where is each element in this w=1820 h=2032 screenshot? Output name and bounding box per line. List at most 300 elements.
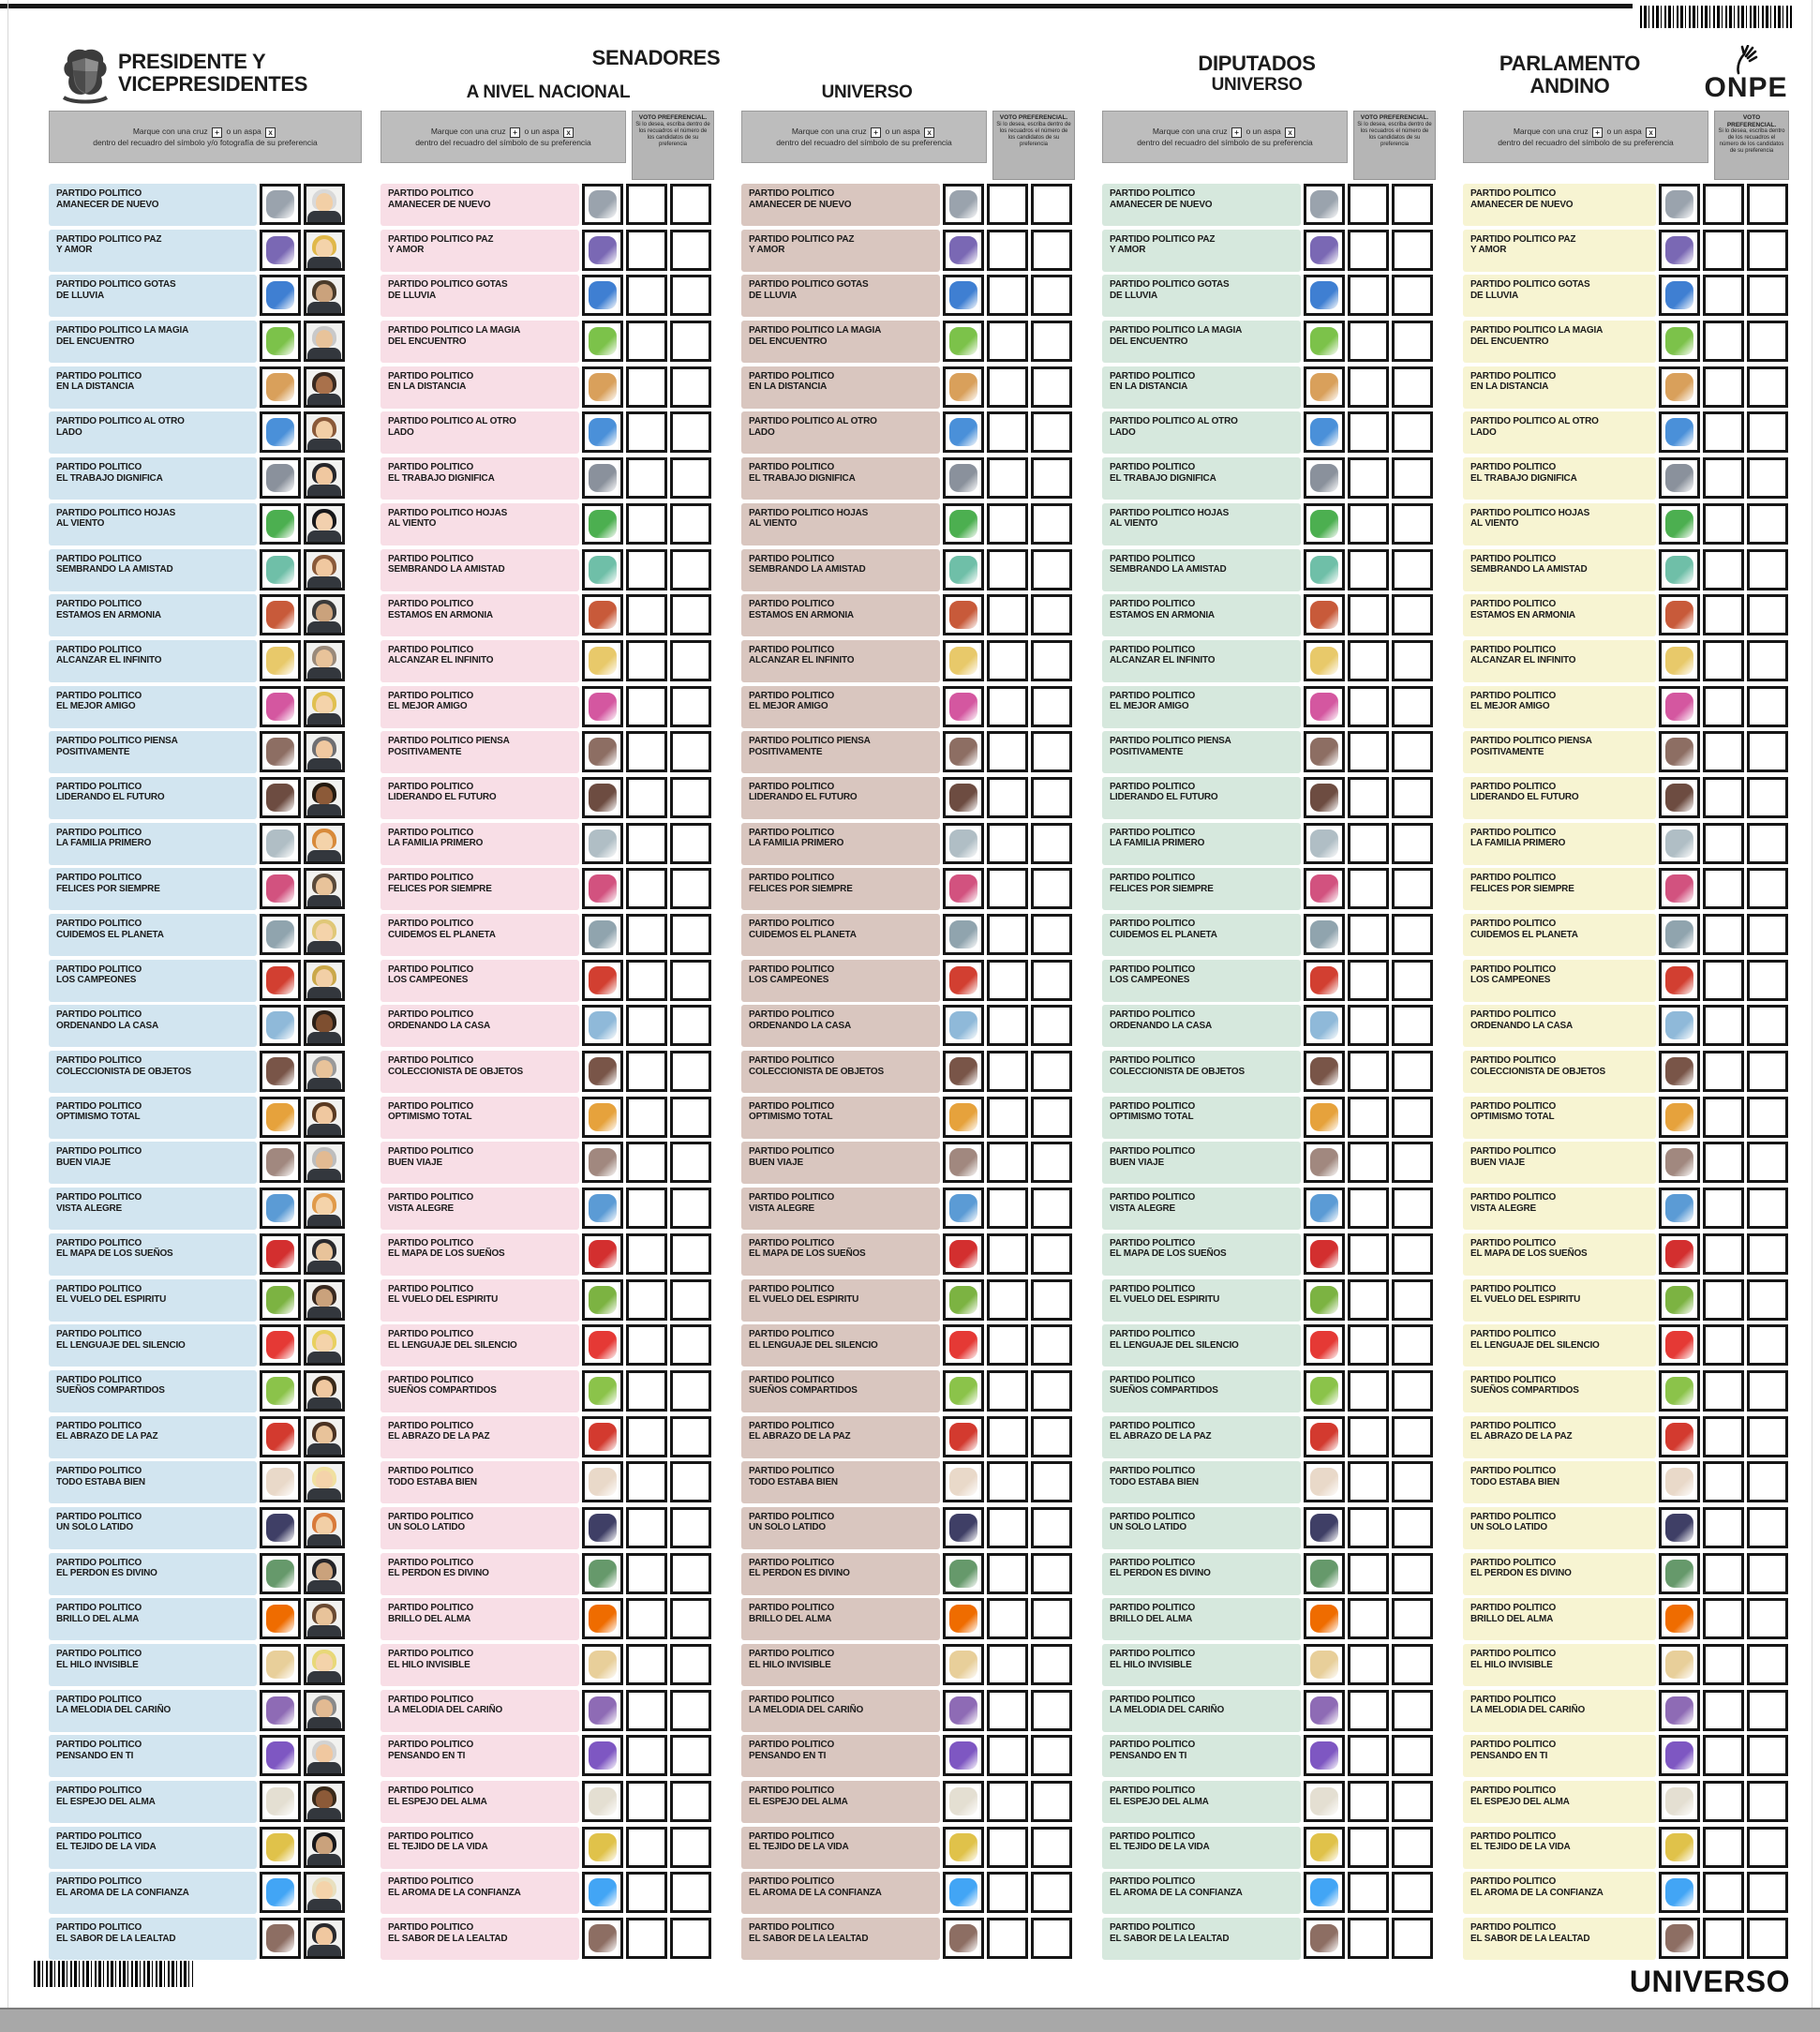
preferential-number-box-2[interactable] — [1747, 914, 1788, 955]
symbol-vote-box[interactable] — [260, 1142, 301, 1183]
symbol-vote-box[interactable] — [582, 731, 623, 772]
preferential-number-box-2[interactable] — [1392, 686, 1433, 727]
preferential-number-box-2[interactable] — [1031, 1279, 1072, 1321]
symbol-vote-box[interactable] — [260, 230, 301, 271]
preferential-number-box-1[interactable] — [626, 1233, 667, 1275]
preferential-number-box-2[interactable] — [1392, 1598, 1433, 1639]
preferential-number-box-2[interactable] — [670, 1005, 711, 1046]
symbol-vote-box[interactable] — [1659, 1644, 1700, 1685]
preferential-number-box-1[interactable] — [1703, 868, 1744, 909]
preferential-number-box-1[interactable] — [987, 1507, 1028, 1548]
symbol-vote-box[interactable] — [260, 868, 301, 909]
preferential-number-box-1[interactable] — [1348, 777, 1389, 818]
candidate-photo-box[interactable] — [304, 1188, 345, 1229]
symbol-vote-box[interactable] — [1304, 823, 1345, 864]
candidate-photo-box[interactable] — [304, 275, 345, 316]
symbol-vote-box[interactable] — [582, 868, 623, 909]
preferential-number-box-1[interactable] — [987, 1051, 1028, 1092]
symbol-vote-box[interactable] — [1304, 914, 1345, 955]
symbol-vote-box[interactable] — [1659, 777, 1700, 818]
preferential-number-box-2[interactable] — [1747, 777, 1788, 818]
preferential-number-box-1[interactable] — [987, 1598, 1028, 1639]
symbol-vote-box[interactable] — [1659, 1370, 1700, 1412]
preferential-number-box-2[interactable] — [1031, 1324, 1072, 1366]
preferential-number-box-1[interactable] — [1703, 1781, 1744, 1822]
preferential-number-box-2[interactable] — [1392, 457, 1433, 499]
candidate-photo-box[interactable] — [304, 230, 345, 271]
candidate-photo-box[interactable] — [304, 1690, 345, 1731]
symbol-vote-box[interactable] — [943, 868, 984, 909]
preferential-number-box-2[interactable] — [1392, 1827, 1433, 1868]
candidate-photo-box[interactable] — [304, 366, 345, 408]
preferential-number-box-1[interactable] — [626, 1507, 667, 1548]
preferential-number-box-2[interactable] — [670, 230, 711, 271]
symbol-vote-box[interactable] — [1304, 960, 1345, 1001]
symbol-vote-box[interactable] — [582, 640, 623, 681]
preferential-number-box-2[interactable] — [1747, 823, 1788, 864]
symbol-vote-box[interactable] — [943, 1279, 984, 1321]
preferential-number-box-2[interactable] — [1747, 1690, 1788, 1731]
preferential-number-box-1[interactable] — [987, 457, 1028, 499]
preferential-number-box-1[interactable] — [1348, 321, 1389, 362]
preferential-number-box-1[interactable] — [987, 1233, 1028, 1275]
preferential-number-box-1[interactable] — [987, 184, 1028, 225]
preferential-number-box-2[interactable] — [1031, 1553, 1072, 1594]
preferential-number-box-1[interactable] — [1348, 823, 1389, 864]
preferential-number-box-2[interactable] — [1747, 1598, 1788, 1639]
symbol-vote-box[interactable] — [1659, 1188, 1700, 1229]
preferential-number-box-1[interactable] — [1348, 549, 1389, 590]
preferential-number-box-2[interactable] — [670, 1507, 711, 1548]
preferential-number-box-1[interactable] — [626, 366, 667, 408]
symbol-vote-box[interactable] — [1659, 1598, 1700, 1639]
symbol-vote-box[interactable] — [943, 1827, 984, 1868]
symbol-vote-box[interactable] — [1304, 1598, 1345, 1639]
preferential-number-box-1[interactable] — [1348, 1461, 1389, 1502]
symbol-vote-box[interactable] — [260, 1416, 301, 1457]
preferential-number-box-2[interactable] — [670, 1553, 711, 1594]
symbol-vote-box[interactable] — [260, 1918, 301, 1959]
symbol-vote-box[interactable] — [582, 230, 623, 271]
preferential-number-box-2[interactable] — [1392, 1188, 1433, 1229]
preferential-number-box-1[interactable] — [987, 1827, 1028, 1868]
preferential-number-box-1[interactable] — [626, 1188, 667, 1229]
symbol-vote-box[interactable] — [1304, 1233, 1345, 1275]
symbol-vote-box[interactable] — [260, 823, 301, 864]
symbol-vote-box[interactable] — [582, 321, 623, 362]
symbol-vote-box[interactable] — [1659, 1781, 1700, 1822]
preferential-number-box-2[interactable] — [1392, 1233, 1433, 1275]
symbol-vote-box[interactable] — [1304, 457, 1345, 499]
preferential-number-box-1[interactable] — [1348, 503, 1389, 545]
symbol-vote-box[interactable] — [943, 1644, 984, 1685]
preferential-number-box-1[interactable] — [626, 868, 667, 909]
preferential-number-box-2[interactable] — [1747, 1142, 1788, 1183]
preferential-number-box-2[interactable] — [670, 640, 711, 681]
preferential-number-box-2[interactable] — [670, 960, 711, 1001]
candidate-photo-box[interactable] — [304, 594, 345, 635]
preferential-number-box-2[interactable] — [670, 1051, 711, 1092]
symbol-vote-box[interactable] — [260, 1005, 301, 1046]
preferential-number-box-2[interactable] — [1031, 457, 1072, 499]
preferential-number-box-1[interactable] — [1348, 1370, 1389, 1412]
symbol-vote-box[interactable] — [943, 1142, 984, 1183]
preferential-number-box-2[interactable] — [1031, 1598, 1072, 1639]
symbol-vote-box[interactable] — [260, 1553, 301, 1594]
candidate-photo-box[interactable] — [304, 1553, 345, 1594]
symbol-vote-box[interactable] — [260, 1188, 301, 1229]
preferential-number-box-1[interactable] — [1703, 1918, 1744, 1959]
preferential-number-box-1[interactable] — [1348, 1690, 1389, 1731]
symbol-vote-box[interactable] — [260, 321, 301, 362]
symbol-vote-box[interactable] — [582, 1279, 623, 1321]
symbol-vote-box[interactable] — [1659, 275, 1700, 316]
preferential-number-box-1[interactable] — [987, 1553, 1028, 1594]
symbol-vote-box[interactable] — [260, 1097, 301, 1138]
symbol-vote-box[interactable] — [260, 731, 301, 772]
symbol-vote-box[interactable] — [582, 1370, 623, 1412]
preferential-number-box-1[interactable] — [626, 1644, 667, 1685]
preferential-number-box-1[interactable] — [1348, 1827, 1389, 1868]
preferential-number-box-2[interactable] — [1392, 914, 1433, 955]
preferential-number-box-2[interactable] — [1031, 1142, 1072, 1183]
candidate-photo-box[interactable] — [304, 503, 345, 545]
preferential-number-box-1[interactable] — [987, 1370, 1028, 1412]
symbol-vote-box[interactable] — [943, 1370, 984, 1412]
preferential-number-box-1[interactable] — [1703, 594, 1744, 635]
preferential-number-box-2[interactable] — [670, 411, 711, 453]
preferential-number-box-2[interactable] — [670, 275, 711, 316]
preferential-number-box-1[interactable] — [987, 1188, 1028, 1229]
symbol-vote-box[interactable] — [1659, 1416, 1700, 1457]
symbol-vote-box[interactable] — [582, 411, 623, 453]
preferential-number-box-1[interactable] — [1703, 549, 1744, 590]
preferential-number-box-2[interactable] — [1747, 1005, 1788, 1046]
preferential-number-box-2[interactable] — [1031, 1233, 1072, 1275]
preferential-number-box-1[interactable] — [1348, 366, 1389, 408]
symbol-vote-box[interactable] — [1659, 1553, 1700, 1594]
symbol-vote-box[interactable] — [582, 457, 623, 499]
preferential-number-box-1[interactable] — [626, 549, 667, 590]
candidate-photo-box[interactable] — [304, 777, 345, 818]
symbol-vote-box[interactable] — [1659, 960, 1700, 1001]
preferential-number-box-2[interactable] — [1031, 1827, 1072, 1868]
preferential-number-box-1[interactable] — [626, 1827, 667, 1868]
preferential-number-box-2[interactable] — [1392, 1644, 1433, 1685]
preferential-number-box-2[interactable] — [1392, 1872, 1433, 1913]
symbol-vote-box[interactable] — [943, 1461, 984, 1502]
candidate-photo-box[interactable] — [304, 1233, 345, 1275]
symbol-vote-box[interactable] — [1304, 1507, 1345, 1548]
preferential-number-box-2[interactable] — [1392, 868, 1433, 909]
preferential-number-box-1[interactable] — [1703, 1279, 1744, 1321]
symbol-vote-box[interactable] — [260, 1872, 301, 1913]
symbol-vote-box[interactable] — [582, 275, 623, 316]
symbol-vote-box[interactable] — [1304, 1370, 1345, 1412]
candidate-photo-box[interactable] — [304, 731, 345, 772]
preferential-number-box-1[interactable] — [626, 1416, 667, 1457]
preferential-number-box-2[interactable] — [1031, 321, 1072, 362]
preferential-number-box-1[interactable] — [987, 960, 1028, 1001]
preferential-number-box-1[interactable] — [1348, 1416, 1389, 1457]
preferential-number-box-2[interactable] — [1747, 366, 1788, 408]
preferential-number-box-2[interactable] — [670, 1644, 711, 1685]
preferential-number-box-1[interactable] — [1348, 184, 1389, 225]
preferential-number-box-1[interactable] — [1348, 1324, 1389, 1366]
preferential-number-box-1[interactable] — [1348, 1507, 1389, 1548]
preferential-number-box-1[interactable] — [987, 1142, 1028, 1183]
preferential-number-box-1[interactable] — [1703, 1553, 1744, 1594]
symbol-vote-box[interactable] — [582, 1188, 623, 1229]
candidate-photo-box[interactable] — [304, 1507, 345, 1548]
symbol-vote-box[interactable] — [1304, 1872, 1345, 1913]
symbol-vote-box[interactable] — [1659, 1827, 1700, 1868]
preferential-number-box-2[interactable] — [1031, 549, 1072, 590]
symbol-vote-box[interactable] — [1304, 230, 1345, 271]
preferential-number-box-1[interactable] — [626, 503, 667, 545]
symbol-vote-box[interactable] — [1659, 1507, 1700, 1548]
preferential-number-box-1[interactable] — [1703, 275, 1744, 316]
symbol-vote-box[interactable] — [1304, 1553, 1345, 1594]
preferential-number-box-1[interactable] — [1348, 457, 1389, 499]
symbol-vote-box[interactable] — [582, 960, 623, 1001]
symbol-vote-box[interactable] — [943, 184, 984, 225]
preferential-number-box-2[interactable] — [1031, 914, 1072, 955]
candidate-photo-box[interactable] — [304, 1051, 345, 1092]
symbol-vote-box[interactable] — [943, 1690, 984, 1731]
preferential-number-box-2[interactable] — [1392, 230, 1433, 271]
symbol-vote-box[interactable] — [1659, 1324, 1700, 1366]
preferential-number-box-2[interactable] — [670, 1872, 711, 1913]
preferential-number-box-1[interactable] — [1348, 686, 1389, 727]
preferential-number-box-2[interactable] — [1747, 1279, 1788, 1321]
preferential-number-box-1[interactable] — [1348, 1918, 1389, 1959]
preferential-number-box-1[interactable] — [1348, 230, 1389, 271]
preferential-number-box-1[interactable] — [1348, 1097, 1389, 1138]
symbol-vote-box[interactable] — [943, 1553, 984, 1594]
symbol-vote-box[interactable] — [1304, 868, 1345, 909]
symbol-vote-box[interactable] — [943, 1735, 984, 1776]
symbol-vote-box[interactable] — [260, 549, 301, 590]
symbol-vote-box[interactable] — [260, 1781, 301, 1822]
preferential-number-box-2[interactable] — [1031, 184, 1072, 225]
symbol-vote-box[interactable] — [582, 1872, 623, 1913]
preferential-number-box-2[interactable] — [1392, 823, 1433, 864]
preferential-number-box-2[interactable] — [670, 366, 711, 408]
preferential-number-box-2[interactable] — [1031, 1051, 1072, 1092]
symbol-vote-box[interactable] — [1659, 1918, 1700, 1959]
preferential-number-box-1[interactable] — [1703, 1324, 1744, 1366]
symbol-vote-box[interactable] — [1304, 640, 1345, 681]
preferential-number-box-1[interactable] — [626, 1598, 667, 1639]
preferential-number-box-2[interactable] — [1031, 594, 1072, 635]
symbol-vote-box[interactable] — [1659, 1005, 1700, 1046]
preferential-number-box-2[interactable] — [1392, 1507, 1433, 1548]
symbol-vote-box[interactable] — [260, 914, 301, 955]
preferential-number-box-1[interactable] — [626, 1461, 667, 1502]
preferential-number-box-2[interactable] — [670, 1233, 711, 1275]
preferential-number-box-1[interactable] — [626, 1097, 667, 1138]
symbol-vote-box[interactable] — [1659, 457, 1700, 499]
candidate-photo-box[interactable] — [304, 1598, 345, 1639]
symbol-vote-box[interactable] — [582, 1827, 623, 1868]
preferential-number-box-1[interactable] — [1703, 686, 1744, 727]
symbol-vote-box[interactable] — [260, 594, 301, 635]
preferential-number-box-1[interactable] — [1703, 777, 1744, 818]
preferential-number-box-1[interactable] — [1348, 594, 1389, 635]
preferential-number-box-1[interactable] — [987, 1690, 1028, 1731]
preferential-number-box-2[interactable] — [1031, 640, 1072, 681]
preferential-number-box-2[interactable] — [1747, 731, 1788, 772]
preferential-number-box-1[interactable] — [987, 777, 1028, 818]
preferential-number-box-1[interactable] — [1348, 1279, 1389, 1321]
symbol-vote-box[interactable] — [582, 1644, 623, 1685]
candidate-photo-box[interactable] — [304, 1005, 345, 1046]
preferential-number-box-2[interactable] — [1031, 275, 1072, 316]
preferential-number-box-2[interactable] — [1747, 868, 1788, 909]
preferential-number-box-2[interactable] — [1392, 1279, 1433, 1321]
symbol-vote-box[interactable] — [943, 1188, 984, 1229]
symbol-vote-box[interactable] — [260, 1370, 301, 1412]
preferential-number-box-1[interactable] — [987, 275, 1028, 316]
preferential-number-box-2[interactable] — [1031, 823, 1072, 864]
symbol-vote-box[interactable] — [582, 184, 623, 225]
preferential-number-box-2[interactable] — [1392, 321, 1433, 362]
preferential-number-box-2[interactable] — [670, 184, 711, 225]
preferential-number-box-2[interactable] — [670, 1461, 711, 1502]
preferential-number-box-1[interactable] — [1703, 1872, 1744, 1913]
preferential-number-box-1[interactable] — [1348, 640, 1389, 681]
candidate-photo-box[interactable] — [304, 1416, 345, 1457]
preferential-number-box-1[interactable] — [1703, 1827, 1744, 1868]
preferential-number-box-1[interactable] — [987, 1918, 1028, 1959]
candidate-photo-box[interactable] — [304, 184, 345, 225]
preferential-number-box-1[interactable] — [987, 549, 1028, 590]
preferential-number-box-2[interactable] — [1031, 777, 1072, 818]
candidate-photo-box[interactable] — [304, 823, 345, 864]
preferential-number-box-2[interactable] — [1747, 1827, 1788, 1868]
preferential-number-box-2[interactable] — [670, 914, 711, 955]
preferential-number-box-1[interactable] — [626, 230, 667, 271]
preferential-number-box-2[interactable] — [1747, 1781, 1788, 1822]
preferential-number-box-1[interactable] — [1703, 1644, 1744, 1685]
symbol-vote-box[interactable] — [1304, 1461, 1345, 1502]
symbol-vote-box[interactable] — [943, 1598, 984, 1639]
symbol-vote-box[interactable] — [582, 503, 623, 545]
symbol-vote-box[interactable] — [1659, 230, 1700, 271]
preferential-number-box-2[interactable] — [1392, 1735, 1433, 1776]
preferential-number-box-2[interactable] — [1747, 1051, 1788, 1092]
symbol-vote-box[interactable] — [1659, 1735, 1700, 1776]
preferential-number-box-1[interactable] — [626, 321, 667, 362]
preferential-number-box-1[interactable] — [987, 640, 1028, 681]
symbol-vote-box[interactable] — [1659, 1461, 1700, 1502]
preferential-number-box-1[interactable] — [1348, 1051, 1389, 1092]
symbol-vote-box[interactable] — [1304, 1005, 1345, 1046]
symbol-vote-box[interactable] — [943, 1233, 984, 1275]
preferential-number-box-1[interactable] — [1703, 457, 1744, 499]
preferential-number-box-2[interactable] — [1392, 1142, 1433, 1183]
symbol-vote-box[interactable] — [1659, 1142, 1700, 1183]
symbol-vote-box[interactable] — [1304, 1644, 1345, 1685]
preferential-number-box-2[interactable] — [1747, 275, 1788, 316]
preferential-number-box-1[interactable] — [987, 1461, 1028, 1502]
preferential-number-box-2[interactable] — [670, 777, 711, 818]
preferential-number-box-1[interactable] — [1703, 1598, 1744, 1639]
preferential-number-box-1[interactable] — [626, 1005, 667, 1046]
preferential-number-box-1[interactable] — [987, 1416, 1028, 1457]
preferential-number-box-2[interactable] — [1392, 640, 1433, 681]
symbol-vote-box[interactable] — [943, 686, 984, 727]
preferential-number-box-2[interactable] — [670, 1690, 711, 1731]
preferential-number-box-1[interactable] — [1703, 640, 1744, 681]
preferential-number-box-1[interactable] — [1703, 1507, 1744, 1548]
preferential-number-box-2[interactable] — [1031, 411, 1072, 453]
preferential-number-box-1[interactable] — [987, 686, 1028, 727]
preferential-number-box-2[interactable] — [1747, 411, 1788, 453]
symbol-vote-box[interactable] — [943, 594, 984, 635]
symbol-vote-box[interactable] — [582, 366, 623, 408]
preferential-number-box-2[interactable] — [1031, 366, 1072, 408]
symbol-vote-box[interactable] — [582, 1051, 623, 1092]
symbol-vote-box[interactable] — [1659, 1872, 1700, 1913]
preferential-number-box-2[interactable] — [670, 731, 711, 772]
symbol-vote-box[interactable] — [943, 640, 984, 681]
candidate-photo-box[interactable] — [304, 1827, 345, 1868]
symbol-vote-box[interactable] — [260, 1827, 301, 1868]
symbol-vote-box[interactable] — [260, 1507, 301, 1548]
symbol-vote-box[interactable] — [1304, 503, 1345, 545]
symbol-vote-box[interactable] — [582, 1233, 623, 1275]
symbol-vote-box[interactable] — [1304, 321, 1345, 362]
symbol-vote-box[interactable] — [260, 1461, 301, 1502]
preferential-number-box-2[interactable] — [1747, 686, 1788, 727]
preferential-number-box-2[interactable] — [670, 686, 711, 727]
preferential-number-box-1[interactable] — [1703, 1188, 1744, 1229]
symbol-vote-box[interactable] — [1304, 686, 1345, 727]
symbol-vote-box[interactable] — [1659, 686, 1700, 727]
symbol-vote-box[interactable] — [943, 1051, 984, 1092]
preferential-number-box-2[interactable] — [1392, 1097, 1433, 1138]
preferential-number-box-1[interactable] — [626, 457, 667, 499]
symbol-vote-box[interactable] — [943, 366, 984, 408]
symbol-vote-box[interactable] — [1304, 594, 1345, 635]
symbol-vote-box[interactable] — [1659, 914, 1700, 955]
symbol-vote-box[interactable] — [260, 686, 301, 727]
symbol-vote-box[interactable] — [582, 1781, 623, 1822]
symbol-vote-box[interactable] — [1659, 321, 1700, 362]
preferential-number-box-1[interactable] — [1703, 230, 1744, 271]
candidate-photo-box[interactable] — [304, 868, 345, 909]
preferential-number-box-2[interactable] — [1747, 1461, 1788, 1502]
symbol-vote-box[interactable] — [1659, 640, 1700, 681]
preferential-number-box-1[interactable] — [626, 1781, 667, 1822]
preferential-number-box-2[interactable] — [1392, 1781, 1433, 1822]
symbol-vote-box[interactable] — [943, 1097, 984, 1138]
preferential-number-box-1[interactable] — [1703, 914, 1744, 955]
preferential-number-box-2[interactable] — [1031, 1735, 1072, 1776]
symbol-vote-box[interactable] — [1304, 275, 1345, 316]
symbol-vote-box[interactable] — [943, 1918, 984, 1959]
preferential-number-box-2[interactable] — [1031, 686, 1072, 727]
symbol-vote-box[interactable] — [582, 1461, 623, 1502]
symbol-vote-box[interactable] — [1304, 1142, 1345, 1183]
preferential-number-box-2[interactable] — [1747, 1507, 1788, 1548]
candidate-photo-box[interactable] — [304, 914, 345, 955]
preferential-number-box-2[interactable] — [1747, 1553, 1788, 1594]
preferential-number-box-1[interactable] — [1348, 868, 1389, 909]
preferential-number-box-1[interactable] — [626, 686, 667, 727]
